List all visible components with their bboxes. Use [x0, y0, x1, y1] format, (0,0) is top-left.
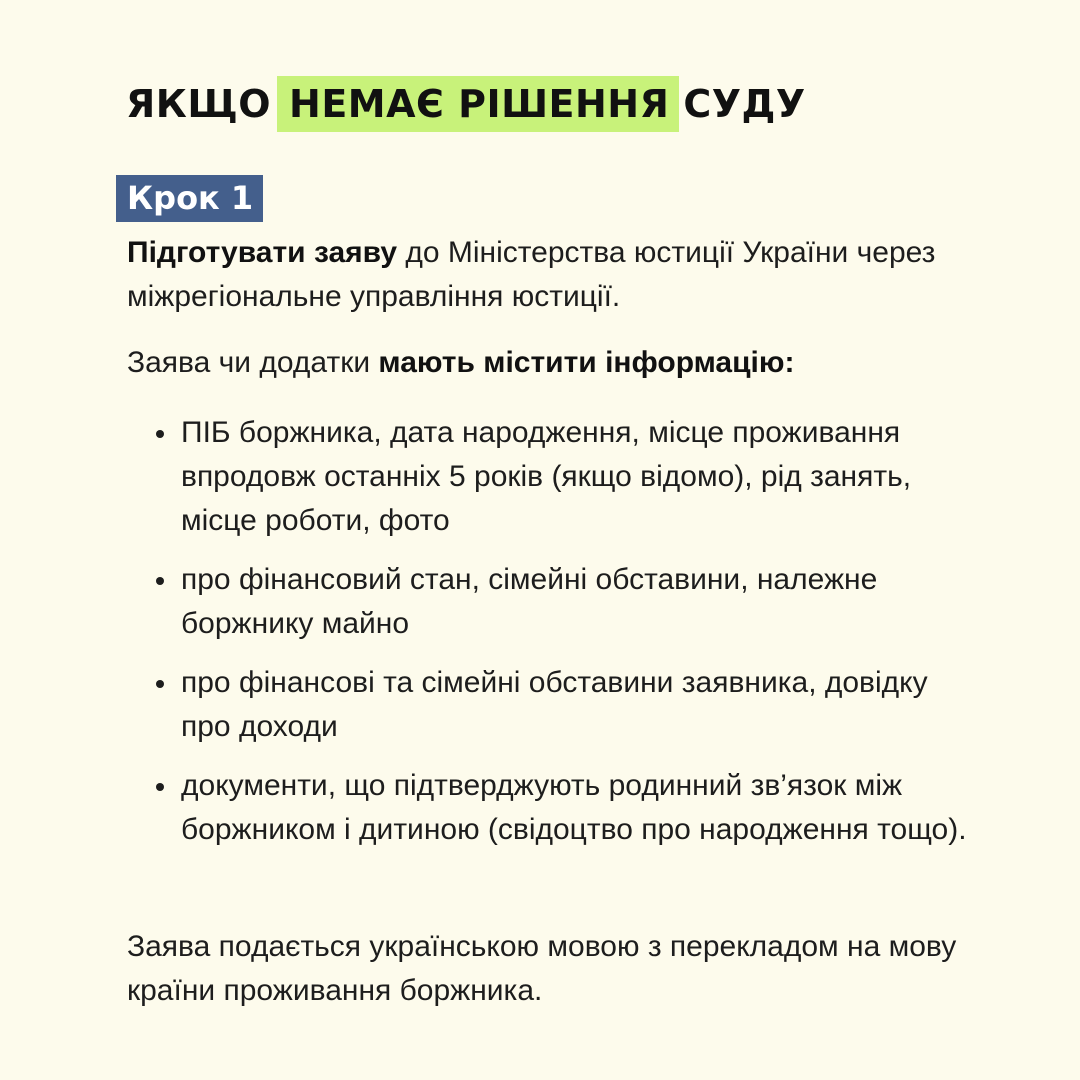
list-item-text: ПІБ боржника, дата народження, місце проживання впродовж останніх 5 років (якщо відомо), рід занять, місце роботи, фото	[181, 416, 912, 537]
intro-paragraph	[127, 231, 987, 319]
title-highlight: НЕМАЄ РІШЕННЯ	[277, 76, 679, 132]
bullet-dot-icon	[156, 680, 164, 688]
list-item-text: документи, що підтверджують родинний зв’язок між боржником і дитиною (свідоцтво про народження тощо).	[181, 769, 967, 846]
page-title	[126, 74, 946, 134]
step-badge: Крок 1	[116, 175, 263, 222]
info-paragraph	[127, 341, 987, 385]
title-text-after: СУДУ	[683, 82, 806, 126]
intro-text: до Міністерства юстиції України через міжрегіональне управління юстиції.	[127, 236, 936, 313]
list-item	[150, 411, 980, 543]
list-item	[150, 764, 980, 852]
intro-bold-text: Підготувати заяву	[127, 236, 398, 269]
info-text: Заява чи додатки	[127, 346, 379, 379]
list-item	[150, 661, 980, 749]
bullet-dot-icon	[156, 577, 164, 585]
list-item-text: про фінансовий стан, сімейні обставини, належне боржнику майно	[181, 563, 878, 640]
bullet-dot-icon	[156, 783, 164, 791]
info-bold-text: мають містити інформацію:	[378, 346, 795, 379]
requirements-list	[150, 411, 980, 867]
bullet-dot-icon	[156, 430, 164, 438]
footer-paragraph: Заява подається українською мовою з перекладом на мову країни проживання боржника.	[127, 930, 957, 1007]
list-item	[150, 558, 980, 646]
list-item-text: про фінансові та сімейні обставини заявника, довідку про доходи	[181, 666, 928, 743]
title-text-before: ЯКЩО	[126, 82, 272, 126]
